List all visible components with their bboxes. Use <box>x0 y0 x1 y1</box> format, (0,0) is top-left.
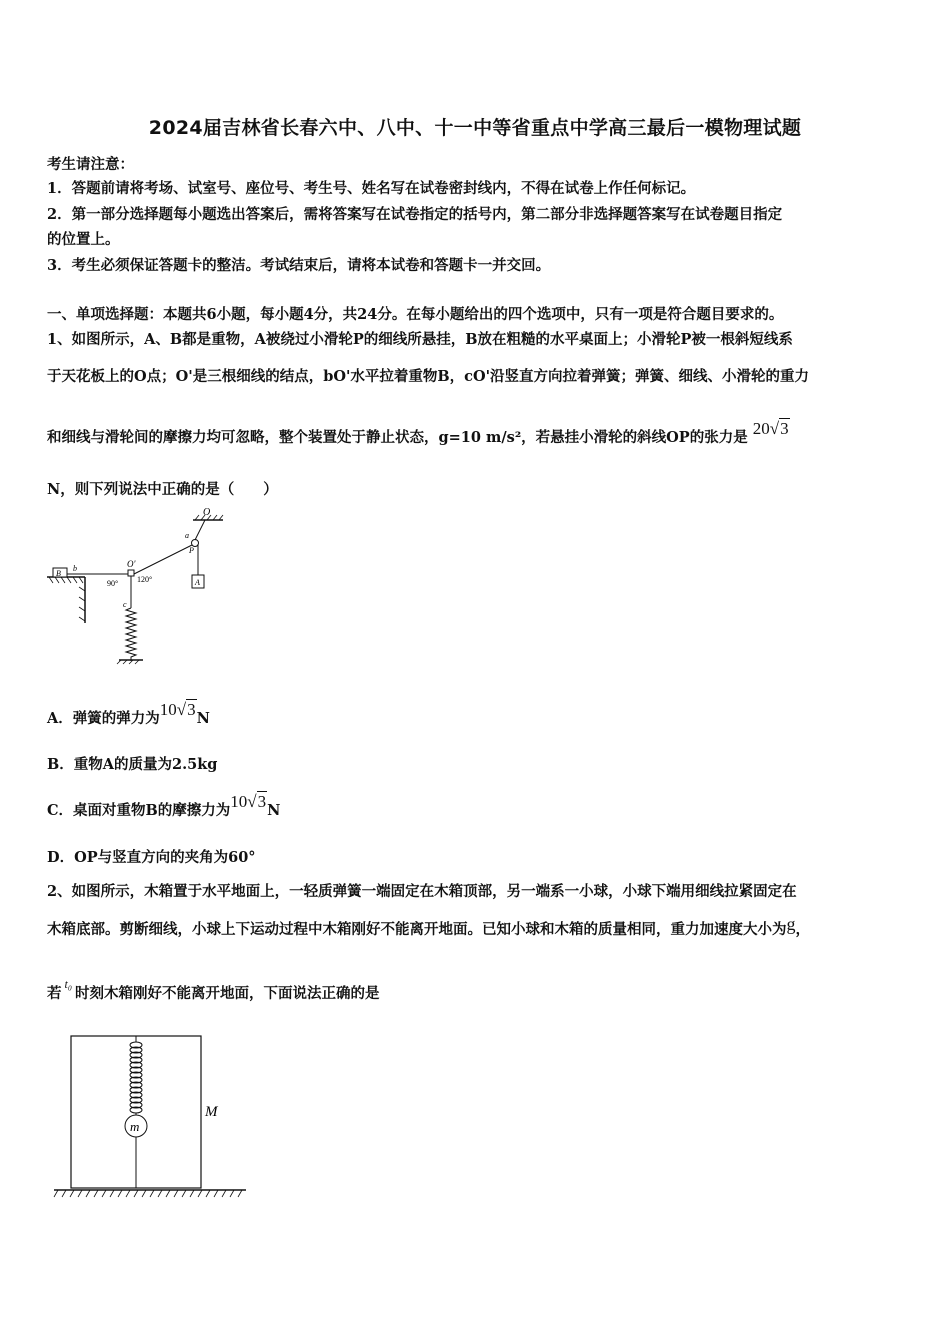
label-a: a <box>185 531 189 540</box>
notice-heading: 考生请注意： <box>47 156 134 173</box>
line-OP <box>195 520 205 540</box>
ground-hatch <box>54 1190 242 1197</box>
q1-text-line: 于天花板上的O点；O'是三根细线的结点，bO'水平拉着重物B，cO'沿竖直方向拉着弹簧；弹簧、细线、小滑轮的重力 <box>47 368 810 385</box>
q1-option-D: D．OP与竖直方向的夹角为60° <box>47 849 256 866</box>
label-angle90: 90° <box>107 579 119 588</box>
label-m: m <box>130 1119 140 1134</box>
label-b: b <box>73 564 77 573</box>
knot-Oprime <box>128 570 134 576</box>
label-M: M <box>205 1104 218 1120</box>
section-heading: 一、单项选择题：本题共6小题，每小题4分，共24分。在每小题给出的四个选项中，只有一项是符合题目要求的。 <box>47 306 784 323</box>
spring-coil <box>130 1042 142 1113</box>
label-A: A <box>195 578 200 587</box>
option-C-value: 10√3 <box>230 792 267 811</box>
label-O: O <box>203 507 211 518</box>
notice-item: 3．考生必须保证答题卡的整洁。考试结束后，请将本试卷和答题卡一并交回。 <box>47 257 551 274</box>
q2-text-line: 木箱底部。剪断细线，小球上下运动过程中木箱刚好不能离开地面。已知小球和木箱的质量相同，重力加速度大小为g， <box>47 914 810 938</box>
q1-text-line <box>47 419 790 447</box>
q1-tension-value: 20√3 <box>752 419 789 438</box>
q1-option-A: A．弹簧的弹力为10√3N <box>47 700 210 727</box>
q1-figure <box>45 505 235 665</box>
page-title: 2024届吉林省长春六中、八中、十一中等省重点中学高三最后一模物理试题 <box>148 117 802 139</box>
q1-text-line: 1、如图所示，A、B都是重物，A被绕过小滑轮P的细线所悬挂，B放在粗糙的水平桌面上；小滑轮P被一根斜短线系 <box>47 331 793 348</box>
q1-option-B: B．重物A的质量为2.5kg <box>47 756 218 773</box>
notice-item: 2．第一部分选择题每小题选出答案后，需将答案写在试卷指定的括号内，第二部分非选择题答案写在试卷题目指定 <box>47 206 783 223</box>
label-P: P <box>189 546 194 555</box>
notice-item: 1．答题前请将考场、试室号、座位号、考生号、姓名写在试卷密封线内，不得在试卷上作任何标记。 <box>47 180 696 197</box>
q1-option-C: C．桌面对重物B的摩擦力为10√3N <box>47 792 281 819</box>
table-hatch <box>49 577 85 621</box>
string-Oprime-P <box>132 545 192 575</box>
q1-line3-text: 和细线与滑轮间的摩擦力均可忽略，整个装置处于静止状态，g=10 m/s²，若悬挂小滑轮的斜线OP的张力是 <box>47 429 748 446</box>
label-B: B <box>56 569 61 578</box>
option-A-value: 10√3 <box>159 700 196 719</box>
symbol-t0: t₀ <box>64 977 73 991</box>
q2-text-line: 2、如图所示，木箱置于水平地面上，一轻质弹簧一端固定在木箱顶部，另一端系一小球，小球下端用细线拉紧固定在 <box>47 883 797 900</box>
spring <box>126 608 136 661</box>
label-angle120: 120° <box>137 575 153 584</box>
q1-text-line: N，则下列说法中正确的是（ ） <box>47 481 278 498</box>
q2-text-line: 若$^{t_0}$时刻木箱刚好不能离开地面，下面说法正确的是 <box>47 977 380 1002</box>
label-Oprime: O' <box>127 559 136 569</box>
notice-item: 的位置上。 <box>47 231 120 248</box>
q2-figure <box>50 1030 260 1210</box>
symbol-g: g <box>786 914 796 934</box>
label-c: c <box>123 600 127 609</box>
